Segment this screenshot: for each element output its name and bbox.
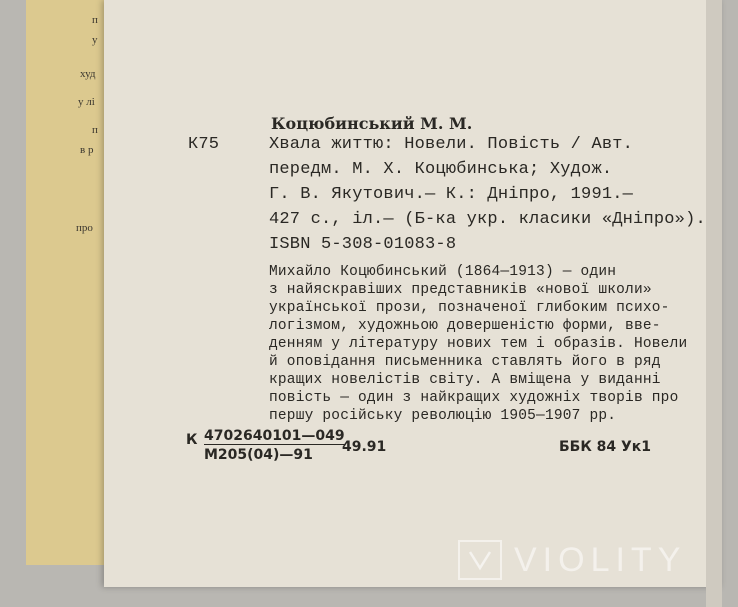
annotation-line: Михайло Коцюбинський (1864—1913) — один [269, 264, 617, 280]
violity-logo-icon [458, 540, 502, 580]
annotation-line: української прози, позначеної глибоким психо- [269, 300, 670, 316]
back-page-fragment: п [92, 124, 98, 136]
watermark [458, 540, 686, 580]
record-line: Г. В. Якутович.— К.: Дніпро, 1991.— [269, 185, 634, 204]
bbk-code: ББК 84 Ук1 [559, 439, 652, 455]
annotation-line: повість — один з найкращих художніх творів про [269, 390, 679, 406]
back-page-fragment: про [76, 222, 93, 234]
back-page-fragment: у [92, 34, 98, 46]
back-page-fragment: худ [80, 68, 96, 80]
page-edge [706, 0, 722, 607]
catalog-code: К75 [188, 135, 220, 154]
record-line: 427 с., іл.— (Б-ка укр. класики «Дніпро»). [269, 210, 706, 229]
annotation-line: кращих новелістів світу. А вміщена у виданні [269, 372, 661, 388]
author-heading: Коцюбинський М. М. [271, 114, 473, 133]
annotation-line: з найяскравіших представників «нової школи» [269, 282, 652, 298]
footer-denominator: М205(04)—91 [204, 447, 313, 463]
isbn: ISBN 5-308-01083-8 [269, 235, 457, 254]
footer-numerator: 4702640101—049 [204, 428, 345, 444]
record-line: Хвала життю: Новели. Повість / Авт. [269, 135, 634, 154]
catalog-page [104, 0, 722, 587]
record-line: передм. М. Х. Коцюбинська; Худож. [269, 160, 613, 179]
annotation-line: денням у літературу нових тем і образів. Новели [269, 336, 688, 352]
back-page-fragment: в р [80, 144, 94, 156]
footer-letter: К [186, 432, 198, 448]
annotation-line: першу російську революцію 1905—1907 рр. [269, 408, 617, 424]
watermark-text: VIOLITY [514, 540, 687, 579]
footer-number: 49.91 [342, 439, 387, 455]
back-page-fragment: п [92, 14, 98, 26]
annotation-line: логізмом, художньою довершеністю форми, вве- [269, 318, 661, 334]
annotation-line: й оповідання письменника ставлять його в ряд [269, 354, 661, 370]
back-page-fragment: у лі [78, 96, 95, 108]
